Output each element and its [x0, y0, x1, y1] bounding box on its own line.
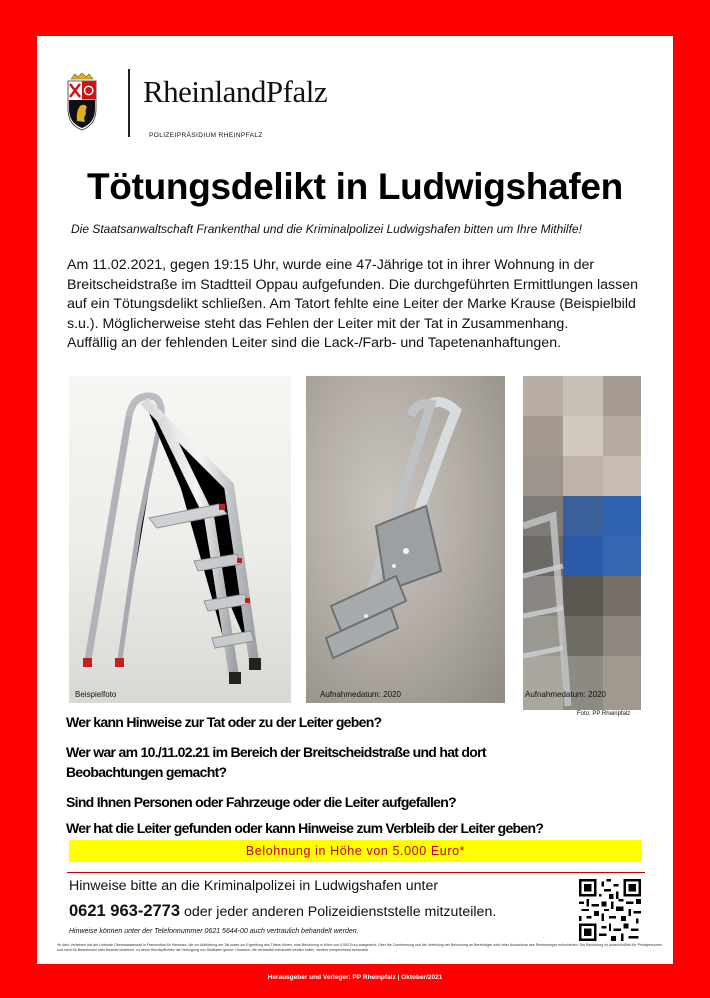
- ladder-closeup-illustration: [306, 376, 505, 703]
- question-line: Wer kann Hinweise zur Tat oder zu der Leiter geben?: [66, 714, 382, 730]
- case-description: [67, 256, 642, 354]
- ladder-evidence-photo: [306, 376, 505, 703]
- example-ladder-photo: [69, 376, 291, 703]
- state-wordmark: RheinlandPfalz: [143, 74, 328, 109]
- question-line: Sind Ihnen Personen oder Fahrzeuge oder die Leiter aufgefallen?: [66, 794, 456, 810]
- confidential-hotline-note: Hinweise können unter der Telefonnummer 0621 5644-00 auch vertraulich behandelt werden.: [69, 928, 359, 935]
- pixelated-image: [523, 376, 641, 710]
- photo-caption-example: Beispielfoto: [75, 690, 117, 699]
- intro-appeal: Die Staatsanwaltschaft Frankenthal und die Kriminalpolizei Ludwigshafen bitten um Ihre Mithilfe!: [71, 222, 582, 236]
- contact-intro: Hinweise bitte an die Kriminalpolizei in Ludwigshafen unter: [69, 878, 439, 894]
- police-headquarters-label: POLIZEIPRÄSIDIUM RHEINPFALZ: [149, 132, 263, 139]
- question-line: Beobachtungen gemacht?: [66, 764, 227, 780]
- photo-caption-date-2: Aufnahmedatum: 2020: [320, 690, 401, 699]
- logo-divider: [128, 69, 130, 137]
- qr-code-icon[interactable]: [579, 879, 641, 941]
- page-title: Tötungsdelikt in Ludwigshafen: [86, 166, 623, 207]
- ladder-illustration: [69, 376, 291, 703]
- coat-of-arms-icon: [67, 73, 97, 131]
- question-line: Wer war am 10./11.02.21 im Bereich der Breitscheidstraße und hat dort: [66, 744, 486, 760]
- contact-phone-rest: oder jeder anderen Polizeidienststelle mitzuteilen.: [180, 904, 497, 920]
- poster-sheet: [37, 36, 673, 964]
- publisher-footer: Herausgeber und Verleger: PP Rheinpfalz | Oktober/2021: [267, 974, 443, 981]
- reward-fineprint: *In dem Verfahren hat der Leitende Oberstaatsanwalt in Frankenthal für Hinweise, die zur Aufklärung der Tat sowie zur Ergreifung des Täters führen, eine Belohnung in Höhe von 5.000 Euro ausgesetzt. Über die Zuerkennung und die Verteilung der Belohnung an Berechtigte wird unter Ausschluss des Rechtsweges entschieden. Die Belohnung ist ausschließlich für Privatpersonen und nicht für Beamtinnen oder Beamte bestimmt, zu deren Berufspflichten die Verfolgung von Straftaten gehört. Hinweise, die vertraulich behandelt werden sollen, werden entsprechend behandelt.: [57, 943, 662, 952]
- photo-caption-date-3: Aufnahmedatum: 2020: [525, 690, 606, 699]
- question-line: Wer hat die Leiter gefunden oder kann Hinweise zum Verbleib der Leiter geben?: [66, 820, 544, 836]
- pixelated-ladder-photo: [523, 376, 641, 710]
- reward-banner: Belohnung in Höhe von 5.000 Euro*: [69, 840, 642, 862]
- case-paragraph: Am 11.02.2021, gegen 19:15 Uhr, wurde eine 47-Jährige tot in ihrer Wohnung in der Breitscheidstraße im Stadtteil Oppau aufgefunden. Die durchgeführten Ermittlungen lassen auf ein Tötungsdelikt schließen. Am Tatort fehlte eine Leiter der Marke Krause (Beispielbild s.u.). Möglicherweise steht das Fehlen der Leiter mit der Tat in Zusammenhang.: [67, 257, 638, 332]
- photo-credit: Foto: PP Rheinpfalz: [577, 711, 631, 717]
- ladder-detail-paragraph: Auffällig an der fehlenden Leiter sind die Lack-/Farb- und Tapetenanhaftungen.: [67, 335, 562, 352]
- divider-line: [67, 872, 645, 873]
- contact-phone-line: [69, 902, 496, 921]
- phone-number[interactable]: 0621 963-2773: [69, 902, 181, 920]
